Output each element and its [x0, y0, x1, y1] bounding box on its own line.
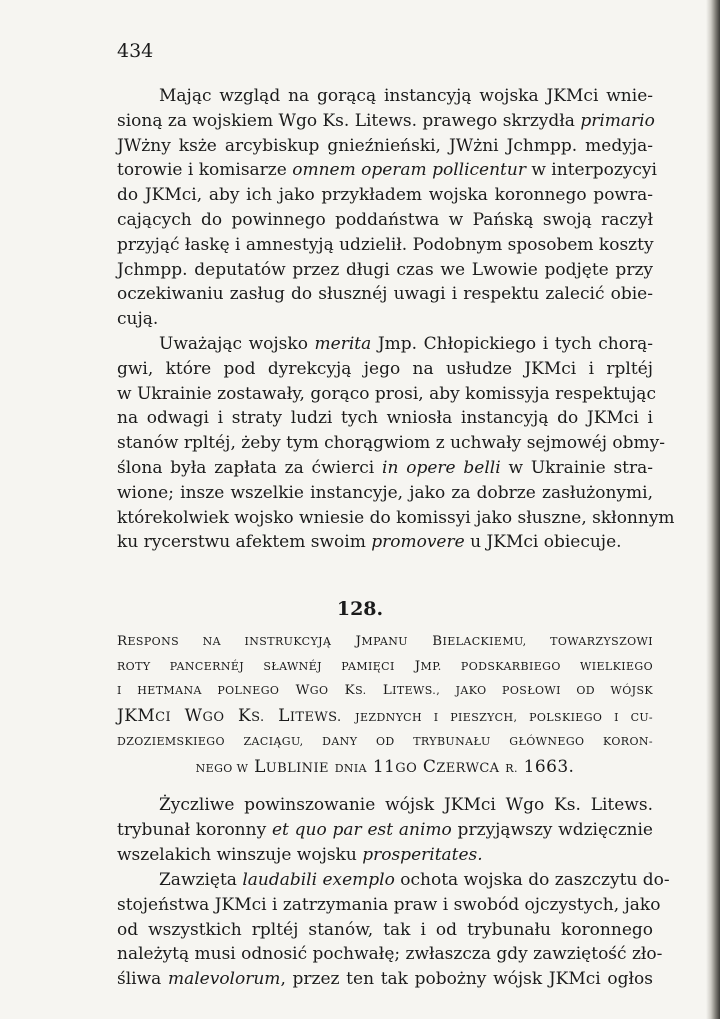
text-line: należytą musi odnosić pochwałę; zwłaszcza gdy zawziętość zło- — [117, 944, 663, 965]
text-line: cających do powinnego poddaństwa w Pańską swoją raczył — [117, 209, 653, 230]
heading-line: DZOZIEMSKIEGO ZACIĄGU, DANY OD TRYBUNAŁU GŁÓWNEGO KORON- — [117, 735, 653, 749]
text-line: stanów rpltéj, żeby tym chorągwiom z uchwały sejmowéj obmy- — [117, 433, 665, 454]
paragraph-2 — [117, 332, 675, 555]
text-line: przyjąć łaskę i amnestyją udzielił. Podobnym sposobem koszty — [117, 234, 654, 255]
text-line: wione; insze wszelkie instancyje, jako za dobrze zasłużonymi, — [117, 482, 653, 503]
text-line: do JKMci, aby ich jako przykładem wojska koronnego powra- — [117, 185, 653, 206]
page-number: 434 — [117, 40, 154, 62]
page-edge-shadow — [706, 0, 720, 1019]
text-line: śliwa malevolorum, przez ten tak pobożny wójsk JKMci ogłos — [117, 969, 653, 990]
text-line: w Ukrainie zostawały, gorąco prosi, aby komissyja respektując — [117, 383, 656, 404]
text-line: oczekiwaniu zasług do słusznéj uwagi i respektu zalecić obie- — [117, 284, 653, 305]
text-line: Mając wzgląd na gorącą instancyją wojska JKMci wnie- — [159, 86, 653, 106]
document-number: 128. — [336, 598, 384, 620]
text-line: sioną za wojskiem Wgo Ks. Litews. prawego skrzydła primario — [117, 110, 655, 131]
text-line: na odwagi i straty ludzi tych wniosła instancyją do JKMci i — [117, 408, 653, 429]
text-line: trybunał koronny et quo par est animo przyjąwszy wdzięcznie — [117, 819, 653, 840]
text-line: Życzliwe powinszowanie wójsk JKMci Wgo Ks. Litews. — [159, 795, 653, 815]
text-line: Uważając wojsko merita Jmp. Chłopickiego i tych chorą- — [159, 334, 653, 354]
heading-line: JKMCI WGO KS. LITEWS. JEZDNYCH I PIESZYCH, POLSKIEGO I CU- — [117, 705, 653, 726]
text-line: którekolwiek wojsko wniesie do komissyi jako słuszne, skłonnym — [117, 507, 675, 528]
text-line: Zawzięta laudabili exemplo ochota wojska do zaszczytu do- — [159, 870, 670, 890]
text-line: ślona była zapłata za ćwierci in opere belli w Ukrainie stra- — [117, 457, 654, 478]
document-heading — [117, 630, 653, 782]
paragraph-3 — [117, 793, 653, 867]
text-line: stojeństwa JKMci i zatrzymania praw i swobód ojczystych, jako — [117, 894, 661, 915]
text-line: ku rycerstwu afektem swoim promovere u JKMci obiecuje. — [117, 532, 622, 553]
text-line: gwi, które pod dyrekcyją jego na usłudze JKMci i rpltéj — [117, 358, 653, 379]
heading-line: ROTY PANCERNÉJ SŁAWNÉJ PAMIĘCI JMP. PODSKARBIEGO WIELKIEGO — [117, 658, 654, 674]
paragraph-1 — [117, 84, 657, 332]
text-line: cują. — [117, 309, 159, 330]
heading-line: RESPONS NA INSTRUKCYJĄ JMPANU BIELACKIEMU, TOWARZYSZOWI — [117, 634, 653, 649]
text-line: JWżny ksże arcybiskup gnieźnieński, JWżni Jchmpp. medyja- — [117, 135, 653, 156]
text-line: Jchmpp. deputatów przez długi czas we Lwowie podjęte przy — [117, 259, 653, 280]
text-line: torowie i komisarze omnem operam pollicentur w interpozycyi — [117, 160, 657, 181]
heading-line: NEGO W LUBLINIE DNIA 11GO CZERWCA R. 1663. — [195, 756, 575, 777]
heading-line: I HETMANA POLNEGO WGO KS. LITEWS., JAKO POSŁOWI OD WÓJSK — [117, 683, 654, 699]
paragraph-4 — [117, 868, 670, 992]
text-line: od wszystkich rpltéj stanów, tak i od trybunału koronnego — [117, 919, 653, 940]
text-line: wszelakich winszuje wojsku prosperitates. — [117, 844, 483, 865]
